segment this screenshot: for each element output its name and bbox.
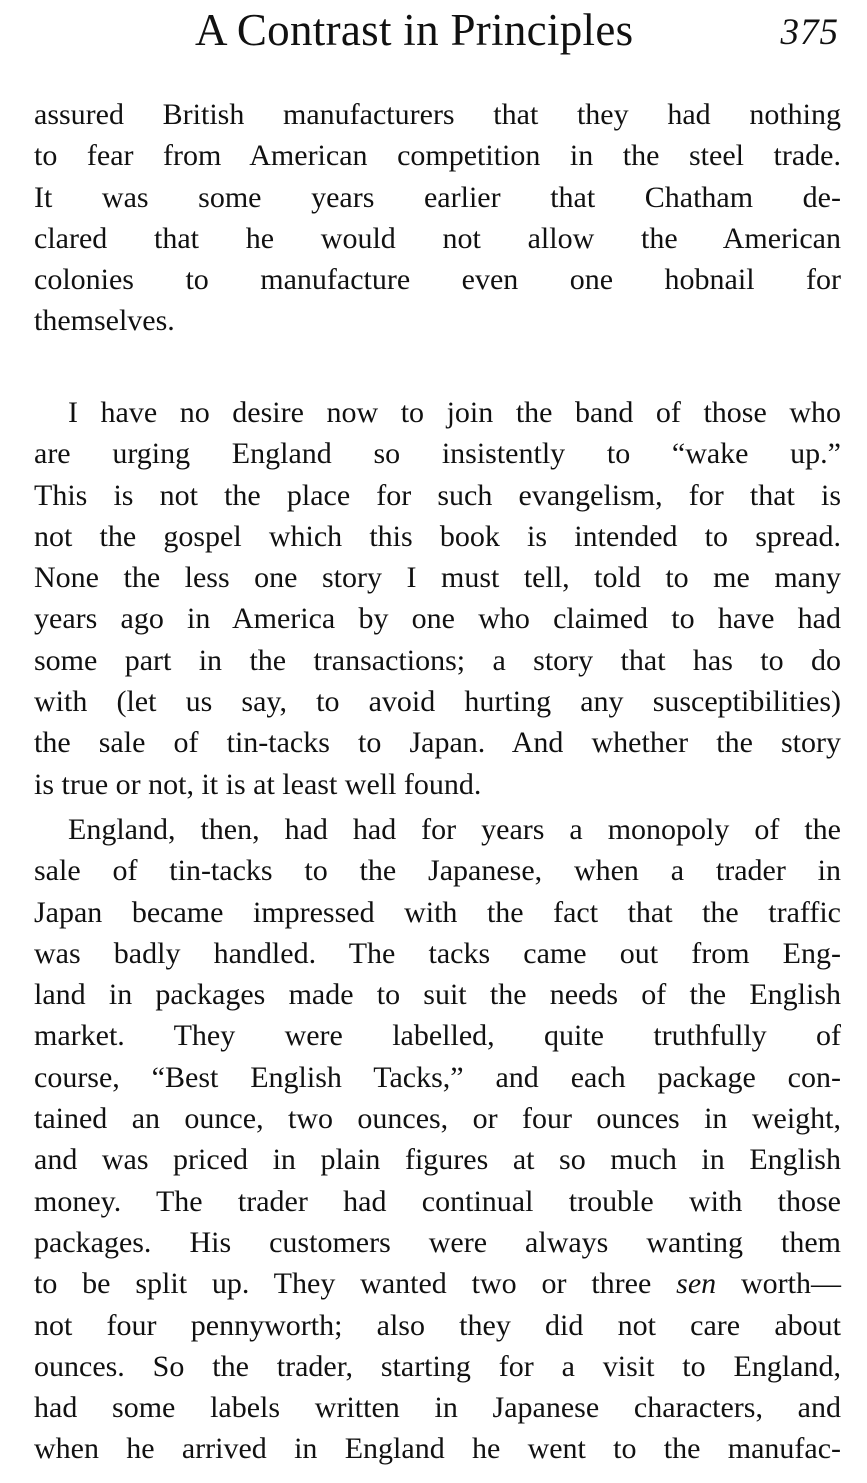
- text-line: sale of tin-tacks to the Japanese, when a trader in: [34, 854, 841, 888]
- text-line: packages. His customers were always wanting them: [34, 1225, 841, 1259]
- text-line: It was some years earlier that Chatham de-: [34, 180, 841, 214]
- text-line: when he arrived in England he went to the manufac-: [34, 1432, 841, 1466]
- book-page: [34, 0, 841, 1483]
- page-number: 375: [780, 12, 839, 53]
- text-run: worth—: [716, 1267, 841, 1301]
- text-line: This is not the place for such evangelism, for that is: [34, 478, 841, 512]
- text-line: to fear from American competition in the steel trade.: [34, 139, 841, 173]
- text-line: some part in the transactions; a story that has to do: [34, 643, 841, 677]
- text-line: market. They were labelled, quite truthfully of: [34, 1019, 841, 1053]
- text-line: money. The trader had continual trouble with those: [34, 1184, 841, 1218]
- text-line: land in packages made to suit the needs of the English: [34, 978, 841, 1012]
- text-line: [34, 1263, 841, 1304]
- paragraph-2: [34, 392, 841, 805]
- text-line: clared that he would not allow the American: [34, 221, 841, 255]
- text-line: had some labels written in Japanese characters, and: [34, 1391, 841, 1425]
- text-line: not four pennyworth; also they did not care about: [34, 1308, 841, 1342]
- paragraph-1: [34, 94, 841, 342]
- page-header: [34, 2, 841, 62]
- text-line: England, then, had had for years a monopoly of the: [68, 813, 841, 846]
- text-line: not the gospel which this book is intended to spread.: [34, 519, 841, 553]
- text-run: to be split up. They wanted two or three: [34, 1267, 677, 1301]
- text-line: themselves.: [34, 304, 175, 338]
- text-line: None the less one story I must tell, told to me many: [34, 561, 841, 595]
- text-line: and was priced in plain figures at so much in English: [34, 1143, 841, 1177]
- text-line: years ago in America by one who claimed to have had: [34, 602, 841, 636]
- text-line: was badly handled. The tacks came out from Eng-: [34, 936, 841, 970]
- italic-word: sen: [676, 1267, 717, 1301]
- paragraph-3: [34, 809, 841, 1470]
- text-line: Japan became impressed with the fact that the traffic: [34, 895, 841, 929]
- text-line: are urging England so insistently to “wake up.”: [34, 437, 841, 471]
- running-title: A Contrast in Principles: [195, 5, 634, 55]
- text-line: is true or not, it is at least well found.: [34, 767, 482, 801]
- text-line: with (let us say, to avoid hurting any susceptibilities): [34, 685, 841, 719]
- text-line: assured British manufacturers that they had nothing: [34, 98, 841, 131]
- text-line: tained an ounce, two ounces, or four ounces in weight,: [34, 1102, 841, 1136]
- text-line: colonies to manufacture even one hobnail for: [34, 263, 841, 297]
- text-line: course, “Best English Tacks,” and each package con-: [34, 1060, 841, 1094]
- text-line: ounces. So the trader, starting for a visit to England,: [34, 1349, 841, 1383]
- text-line: the sale of tin-tacks to Japan. And whether the story: [34, 726, 841, 760]
- text-line: I have no desire now to join the band of those who: [68, 396, 841, 429]
